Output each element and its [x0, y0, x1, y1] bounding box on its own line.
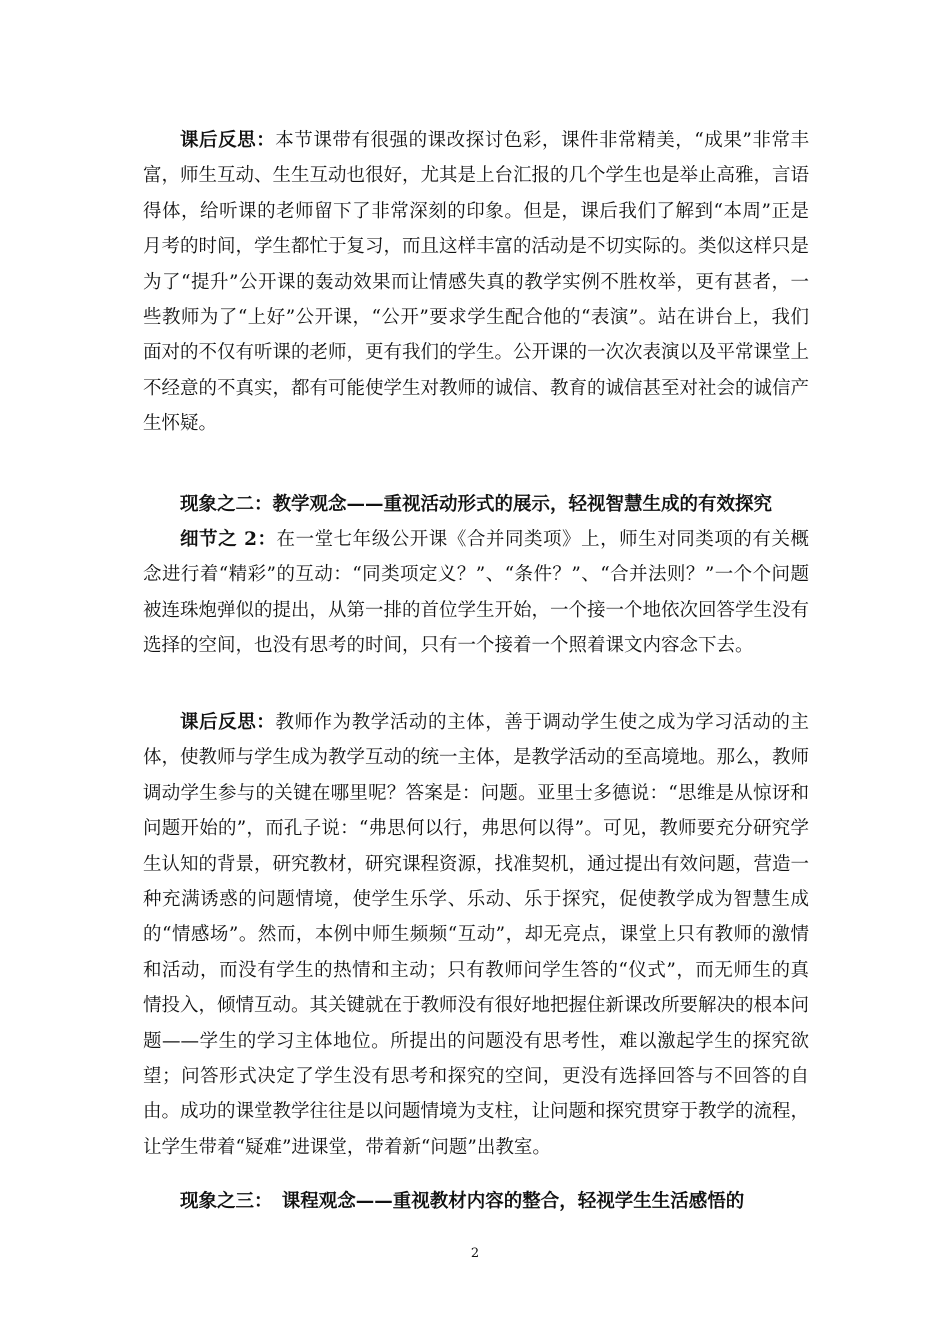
- detail-paragraph-2: [143, 522, 809, 664]
- reflection-paragraph-1: [143, 123, 809, 442]
- reflection-text: 本节课带有很强的课改探讨色彩，课件非常精美，“成果”非常丰富，师生互动、生生互动也很好，尤其是上台汇报的几个学生也是举止高雅，言语得体，给听课的老师留下了非常深刻的印象。但是，课后我们了解到“本周”正是月考的时间，学生都忙于复习，而且这样丰富的活动是不切实际的。类似这样只是为了“提升”公开课的轰动效果而让情感失真的教学实例不胜枚举，更有甚者，一些教师为了“上好”公开课，“公开”要求学生配合他的“表演”。站在讲台上，我们面对的不仅有听课的老师，更有我们的学生。公开课的一次次表演以及平常课堂上不经意的不真实，都有可能使学生对教师的诚信、教育的诚信甚至对社会的诚信产生怀疑。: [143, 130, 810, 435]
- reflection-text: 教师作为教学活动的主体，善于调动学生使之成为学习活动的主体，使教师与学生成为教学互动的统一主体，是教学活动的至高境地。那么，教师调动学生参与的关键在哪里呢？答案是：问题。亚里士多德说：“思维是从惊讶和问题开始的”，而孔子说：“弗思何以行，弗思何以得”。可见，教师要充分研究学生认知的背景，研究教材，研究课程资源，找准契机，通过提出有效问题，营造一种充满诱惑的问题情境，使学生乐学、乐动、乐于探究，促使教学成为智慧生成的“情感场”。然而，本例中师生频频“互动”，却无亮点，课堂上只有教师的激情和活动，而没有学生的热情和主动；只有教师问学生答的“仪式”，而无师生的真情投入，倾情互动。其关键就在于教师没有很好地把握住新课改所要解决的根本问题——学生的学习主体地位。所提出的问题没有思考性，难以激起学生的探究欲望；问答形式决定了学生没有思考和探究的空间，更没有选择回答与不回答的自由。成功的课堂教学往往是以问题情境为支柱，让问题和探究贯穿于教学的流程，让学生带着“疑难”进课堂，带着新“问题”出教室。: [143, 712, 810, 1158]
- detail-label: 细节之 2：: [180, 529, 277, 550]
- page-number: 2: [470, 1246, 480, 1261]
- reflection-label: 课后反思：: [180, 130, 276, 151]
- section-heading-3: 现象之三： 课程观念——重视教材内容的整合，轻视学生生活感悟的: [180, 1191, 745, 1212]
- detail-text: 在一堂七年级公开课《合并同类项》上，师生对同类项的有关概念进行着“精彩”的互动：“同类项定义？”、“条件？”、“合并法则？”一个个问题被连珠炮弹似的提出，从第一排的首位学生开始，一个接一个地依次回答学生没有选择的空间，也没有思考的时间，只有一个接着一个照着课文内容念下去。: [143, 529, 810, 657]
- reflection-paragraph-2: [143, 705, 809, 1165]
- reflection-label: 课后反思：: [180, 712, 276, 733]
- section-heading-2: 现象之二：教学观念——重视活动形式的展示，轻视智慧生成的有效探究: [180, 494, 773, 515]
